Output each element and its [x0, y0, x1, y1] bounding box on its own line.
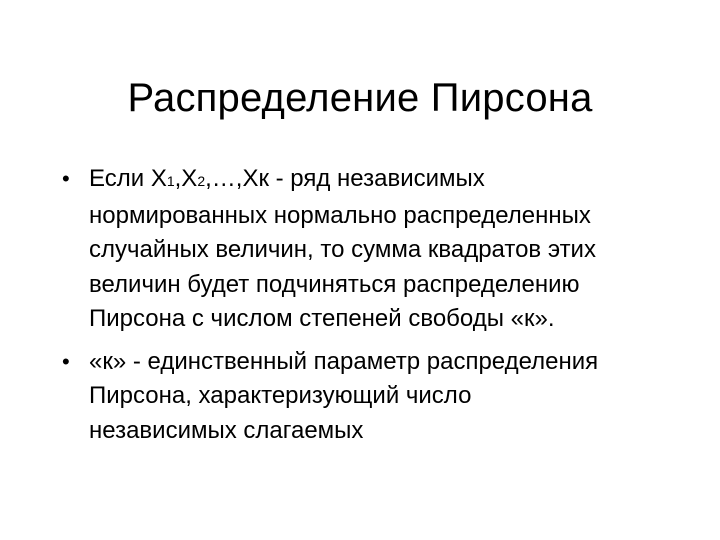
bullet-item-1	[62, 162, 662, 337]
bullet-1-line-4: величин будет подчиняться распределению	[89, 270, 580, 298]
bullet-item-2	[62, 345, 662, 449]
bullet-2-line-2: Пирсона, характеризующий число	[89, 382, 472, 409]
bullet-2-line-3: независимых слагаемых	[89, 416, 364, 444]
bullet-text-2	[89, 345, 662, 449]
subscript-index: 2	[197, 173, 206, 189]
bullet-1-line-1	[89, 162, 662, 199]
bullet-1-text-part: Если X	[89, 165, 167, 192]
bullet-1-line-5: Пирсона с числом степеней свободы «к».	[89, 305, 555, 332]
bullet-text-1	[89, 162, 662, 337]
bullet-2-line-1: «к» - единственный параметр распределения	[89, 347, 599, 375]
subscript-index: 1	[166, 173, 175, 189]
bullet-icon: •	[62, 348, 70, 374]
bullet-list	[62, 162, 662, 456]
bullet-1-line-2: нормированных нормально распределенных	[89, 201, 591, 229]
bullet-1-text-part: ,X	[174, 165, 198, 192]
bullet-icon: •	[62, 166, 70, 191]
bullet-1-line-3: случайных величин, то сумма квадратов этих	[89, 236, 596, 263]
slide-title: Распределение Пирсона	[127, 76, 593, 120]
bullet-1-text-part: ,…,Xк - ряд независимых	[205, 165, 485, 192]
